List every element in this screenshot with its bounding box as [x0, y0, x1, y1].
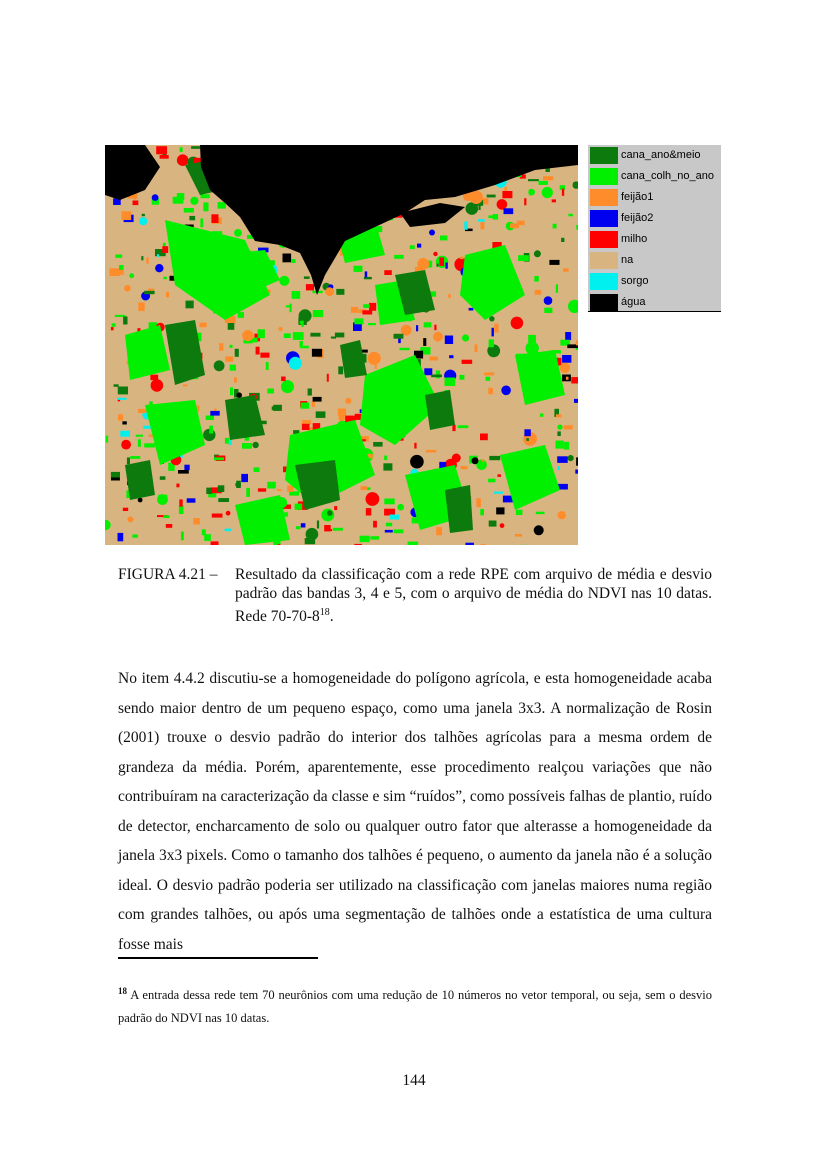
- caption-footnote-ref: 18: [319, 607, 330, 618]
- footnote-number: 18: [118, 986, 127, 996]
- caption-body: Resultado da classificação com a rede RPE com arquivo de média e desvio padrão das bandas 3, 4 e 5, com o arquivo de média do NDVI nas 10 datas. Rede 70-70-8: [235, 566, 712, 626]
- legend-item-cana-ano-meio: [588, 145, 721, 165]
- legend-item-na: [588, 250, 721, 270]
- legend-item-feijao1: [588, 187, 721, 207]
- footnote-text: A entrada dessa rede tem 70 neurônios com uma redução de 10 números no vetor temporal, ou seja, sem o desvio padrão do NDVI nas 10 datas.: [118, 988, 712, 1026]
- map-legend: [588, 145, 721, 312]
- footnote-divider: [118, 957, 318, 959]
- legend-item-agua: [588, 292, 721, 312]
- legend-label: cana_ano&meio: [621, 149, 701, 161]
- caption-label: FIGURA 4.21 –: [118, 566, 218, 583]
- legend-swatch: [590, 231, 618, 248]
- classification-map: [105, 145, 578, 545]
- legend-item-feijao2: [588, 208, 721, 228]
- legend-swatch: [590, 147, 618, 164]
- body-paragraph: [118, 664, 712, 959]
- caption-end: .: [329, 608, 334, 626]
- legend-label: milho: [621, 233, 648, 245]
- legend-item-milho: [588, 229, 721, 249]
- legend-swatch: [590, 273, 618, 290]
- paragraph-text: No item 4.4.2 discutiu-se a homogeneidade do polígono agrícola, e esta homogeneidade acaba sendo maior dentro de um pequeno espaço, como uma janela 3x3. A normalização de Rosin (2001) trouxe o desvio padrão do interior dos talhões agrícolas para a mesma ordem de grandeza da média. Porém, aparentemente, esse procedimento realçou variações que não contribuíram na caracterização da classe e sim “ruídos”, como possíveis falhas de plantio, ruído de detector, encharcamento de solo ou qualquer outro fator que alterasse a homogeneidade da janela 3x3 pixels. Como o tamanho dos talhões é pequeno, o aumento da janela não é a solução ideal. O desvio padrão poderia ser utilizado na classificação com janelas maiores numa região com grandes talhões, ou após uma segmentação de talhões onde a estatística de uma cultura fosse mais: [118, 670, 712, 953]
- legend-item-cana-colh-no-ano: [588, 166, 721, 186]
- page-number: 144: [402, 1072, 426, 1089]
- legend-swatch: [590, 189, 618, 206]
- legend-swatch: [590, 294, 618, 311]
- legend-label: feijão2: [621, 212, 654, 224]
- legend-label: sorgo: [621, 275, 649, 287]
- legend-label: na: [621, 254, 634, 266]
- legend-swatch: [590, 168, 618, 185]
- caption-text: [235, 565, 712, 626]
- footnote: [118, 980, 712, 1030]
- legend-swatch: [590, 210, 618, 227]
- legend-label: água: [621, 296, 646, 308]
- legend-item-sorgo: [588, 271, 721, 291]
- legend-label: feijão1: [621, 191, 654, 203]
- legend-swatch: [590, 252, 618, 269]
- legend-label: cana_colh_no_ano: [621, 170, 714, 182]
